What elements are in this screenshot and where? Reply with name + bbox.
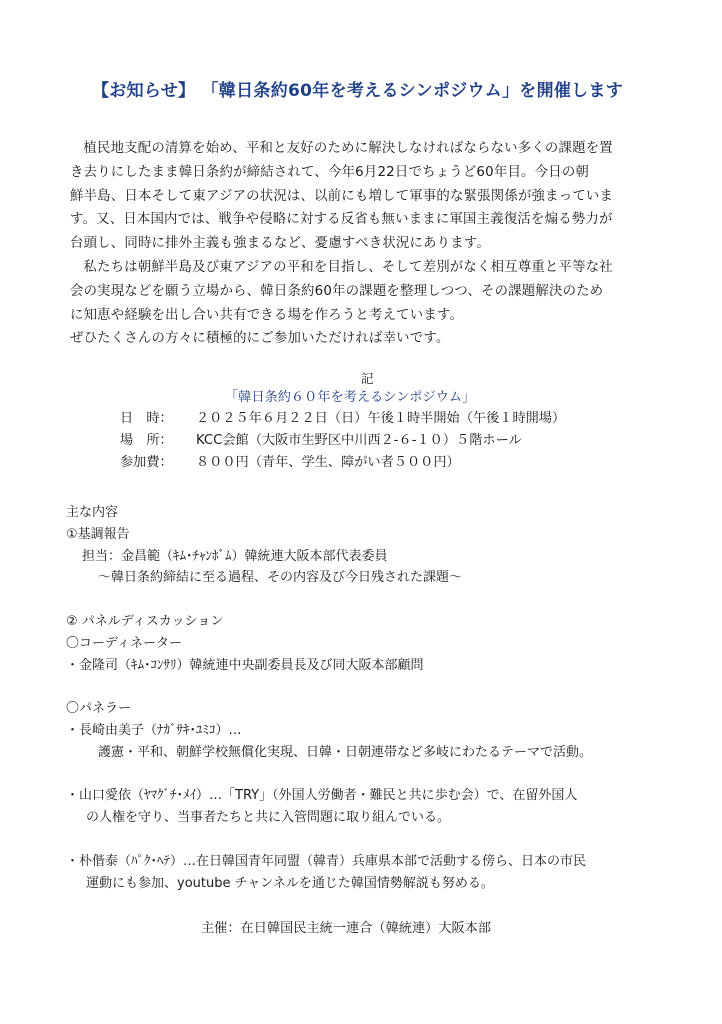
intro-line: ぜひたくさんの方々に積極的にご参加いただければ幸いです。 — [70, 331, 450, 347]
coordinator-heading: 〇コーディネーター — [66, 635, 182, 651]
place-value: KCC会館（大阪市生野区中川西２-６-１０）５階ホール — [196, 433, 522, 449]
keynote-topic: ～韓日条約締結に至る過程、その内容及び今日残された課題～ — [98, 570, 463, 586]
place-row — [120, 430, 565, 452]
intro-line: す。又、日本国内では、戦争や侵略に対する反省も無いままに軍国主義復活を煽る勢力が — [70, 212, 613, 228]
panelist-description: 護憲・平和、朝鮮学校無償化実現、日韓・日朝連帯など多岐にわたるテーマで活動。 — [98, 744, 593, 760]
panelist-item-cont: 運動にも参加、youtube チャンネルを通じた韓国情勢解説も努める。 — [86, 875, 494, 891]
date-value: ２０２５年６月２２日（日）午後１時半開始（午後１時開場） — [196, 411, 566, 426]
panelist-item: ・山口愛依（ﾔﾏｸﾞﾁ･ﾒｲ）…「TRY」（外国人労働者・難民と共に歩む会）で、在留外国人 — [66, 788, 578, 804]
intro-line: 鮮半島、日本そして東アジアの状況は、以前にも増して軍事的な緊張関係が強まっていま — [70, 188, 614, 204]
panelist-item: ・朴偕泰（ﾊﾟｸ･ﾍﾃ）…在日韓国青年同盟（韓青）兵庫県本部で活動する傍ら、日本の市民 — [66, 853, 587, 869]
date-row — [120, 408, 565, 430]
fee-row — [120, 452, 565, 474]
intro-line: に知恵や経験を出し合い共有できる場を作ろうと考えています。 — [70, 307, 464, 323]
intro-line: 台頭し、同時に排外主義も強まるなど、憂慮すべき状況にあります。 — [70, 236, 490, 252]
date-label: 日 時： — [120, 411, 173, 426]
main-heading: 主な内容 — [66, 505, 119, 520]
program-content — [66, 502, 686, 894]
panelist-item-cont: の人権を守り、当事者たちと共に入管問題に取り組んでいる。 — [86, 810, 451, 826]
coordinator-item: ・金隆司（ｷﾑ･ｺﾝｻﾘ）韓統連中央副委員長及び同大阪本部顧問 — [66, 657, 424, 673]
intro-text — [70, 137, 670, 351]
fee-label: 参加費： — [120, 455, 173, 471]
intro-line: 植民地支配の清算を始め、平和と友好のために解決しなければならない多くの課題を置 — [83, 141, 613, 156]
intro-line: 会の実現などを願う立場から、韓日条約60年の課題を整理しつつ、その課題解決のため — [70, 283, 604, 299]
symposium-title: 「韓日条約６０年を考えるシンポジウム」 — [225, 390, 476, 405]
panel-heading: ② パネルディスカッション — [66, 613, 224, 629]
place-label: 場 所： — [120, 433, 173, 449]
fee-value: ８００円（青年、学生、障がい者５００円） — [196, 455, 460, 471]
host-organizer: 主催：在日韓国民主統一連合（韓統連）大阪本部 — [201, 921, 492, 936]
keynote-speaker: 担当：金昌範（ｷﾑ･ﾁｬﾝﾎﾞﾑ）韓統連大阪本部代表委員 — [82, 548, 388, 564]
ki-mark: 記 — [361, 371, 374, 386]
event-details — [120, 408, 565, 475]
notice-title: 【お知らせ】 「韓日条約60年を考えるシンポジウム」を開催します — [92, 81, 624, 101]
panelist-name: ・長崎由美子（ﾅｶﾞｻｷ･ﾕﾐｺ）… — [66, 722, 242, 738]
intro-line: き去りにしたまま韓日条約が締結されて、今年6月22日でちょうど60年目。今日の朝 — [70, 164, 589, 180]
panelers-heading: 〇パネラー — [66, 701, 132, 717]
intro-line: 私たちは朝鮮半島及び東アジアの平和を目指し、そして差別がなく相互尊重と平等な社 — [83, 259, 613, 275]
keynote-heading: ①基調報告 — [66, 526, 130, 542]
